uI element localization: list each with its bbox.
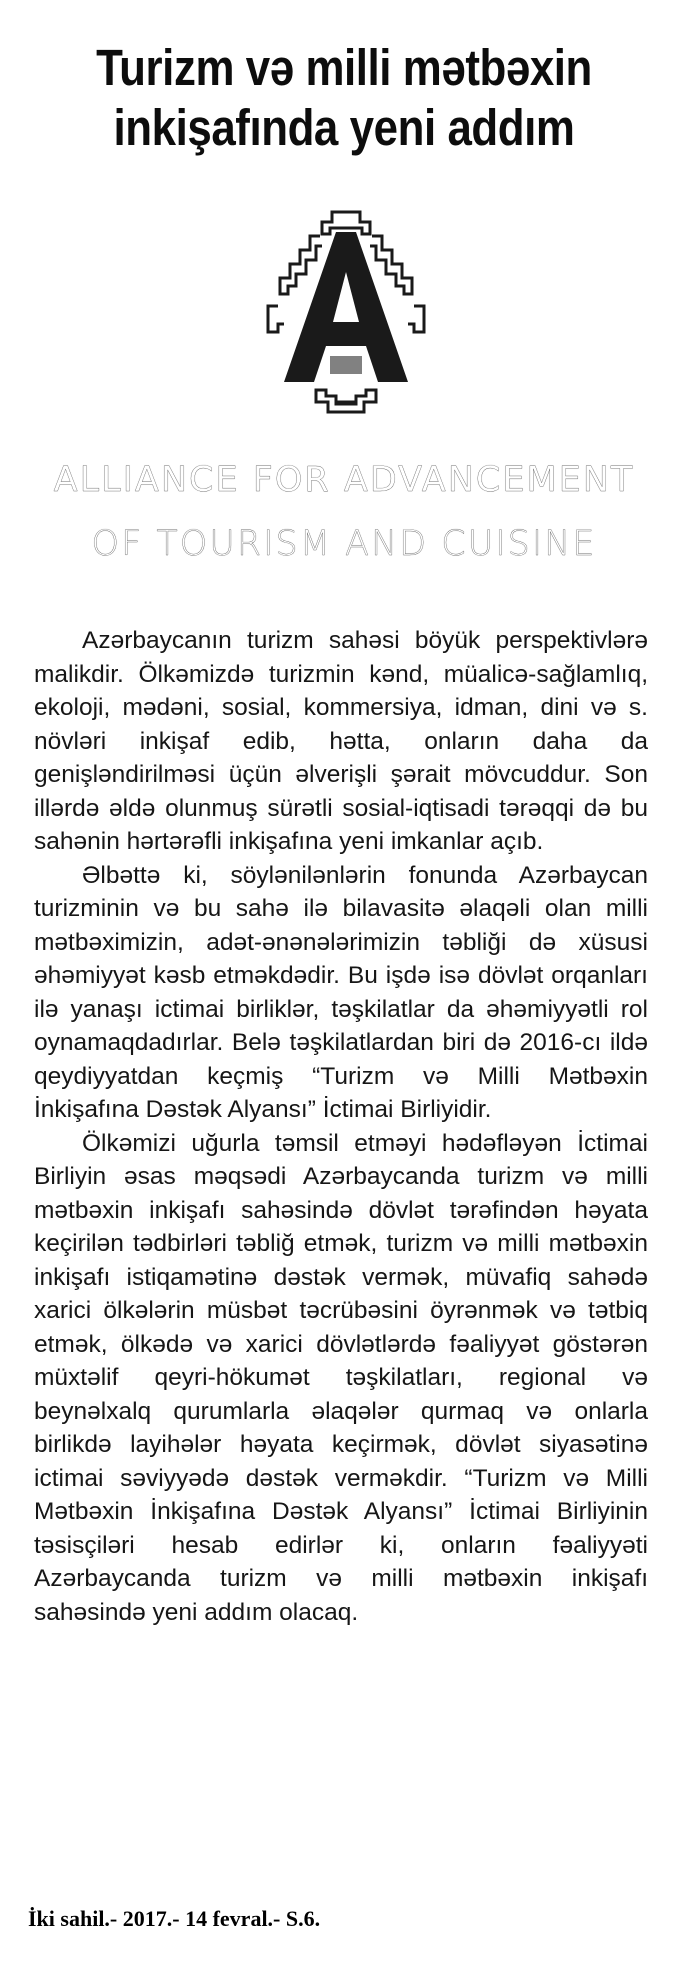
source-citation: İki sahil.- 2017.- 14 fevral.- S.6. — [28, 1906, 321, 1931]
alliance-a-ornament-logo-icon — [262, 206, 430, 418]
article-paragraph-3: Ölkəmizi uğurla təmsil etməyi hədəfləyən İctimai Birliyin əsas məqsədi Azərbaycanda turizm və milli mətbəxin inkişafı sahəsində dövlət tərəfindən həyata keçirilən tədbirləri təbliğ etmək, turizm və milli mətbəxin inkişafı istiqamətinə dəstək vermək, müvafiq sahədə xarici ölkələrin müsbət təcrübəsini öyrənmək və tətbiq etmək, ölkədə və xarici dövlətlərdə fəaliyyət göstərən müxtəlif qeyri-hökumət təşkilatları, regional və beynəlxalq qurumlarla əlaqələr qurmaq və onlarla birlikdə layihələr həyata keçirmək, dövlət siyasətinə ictimai səviyyədə dəstək verməkdir. “Turizm və Milli Mətbəxin İnkişafına Dəstək Alyansı” İctimai Birliyinin təsisçiləri hesab edirlər ki, onların fəaliyyəti Azərbaycanda turizm və milli mətbəxin inkişafı sahəsində yeni addım olacaq. — [34, 1129, 648, 1626]
organization-name — [30, 458, 658, 566]
alliance-logo — [262, 206, 430, 418]
article-paragraph-1: Azərbaycanın turizm sahəsi böyük perspektivlərə malikdir. Ölkəmizdə turizmin kənd, müalicə-sağlamlıq, ekoloji, mədəni, sosial, kommersiya, idman, dini və s. növləri inkişaf edib, hətta, onların daha da genişləndirilməsi üçün əlverişli şərait mövcuddur. Son illərdə əldə olunmuş sürətli sosial-iqtisadi tərəqqi də bu sahənin hərtərəfli inkişafına yeni imkanlar açıb. — [34, 627, 648, 855]
logo-letter: A — [345, 326, 347, 327]
organization-name-line-1: ALLIANCE FOR ADVANCEMENT — [53, 460, 635, 500]
organization-name-line-2: OF TOURISM AND CUISINE — [91, 524, 597, 564]
article-paragraph-2: Əlbəttə ki, söylənilənlərin fonunda Azərbaycan turizminin və bu sahə ilə bilavasitə əlaqəli olan milli mətbəximizin, adət-ənənələrimizin təbliği də xüsusi əhəmiyyət kəsb etməkdədir. Bu işdə isə dövlət orqanları ilə yanaşı ictimai birliklər, təşkilatlar da əhəmiyyətli rol oynamaqdadırlar. Belə təşkilatlardan biri də 2016-cı ildə qeydiyyatdan keçmiş “Turizm və Milli Mətbəxin İnkişafına Dəstək Alyansı” İctimai Birliyidir. — [34, 861, 648, 1123]
headline-line-1: Turizm və milli mətbəxin — [96, 39, 592, 96]
article-body — [34, 624, 648, 1629]
headline-line-2: inkişafında yeni addım — [113, 99, 575, 156]
headline — [65, 38, 622, 158]
